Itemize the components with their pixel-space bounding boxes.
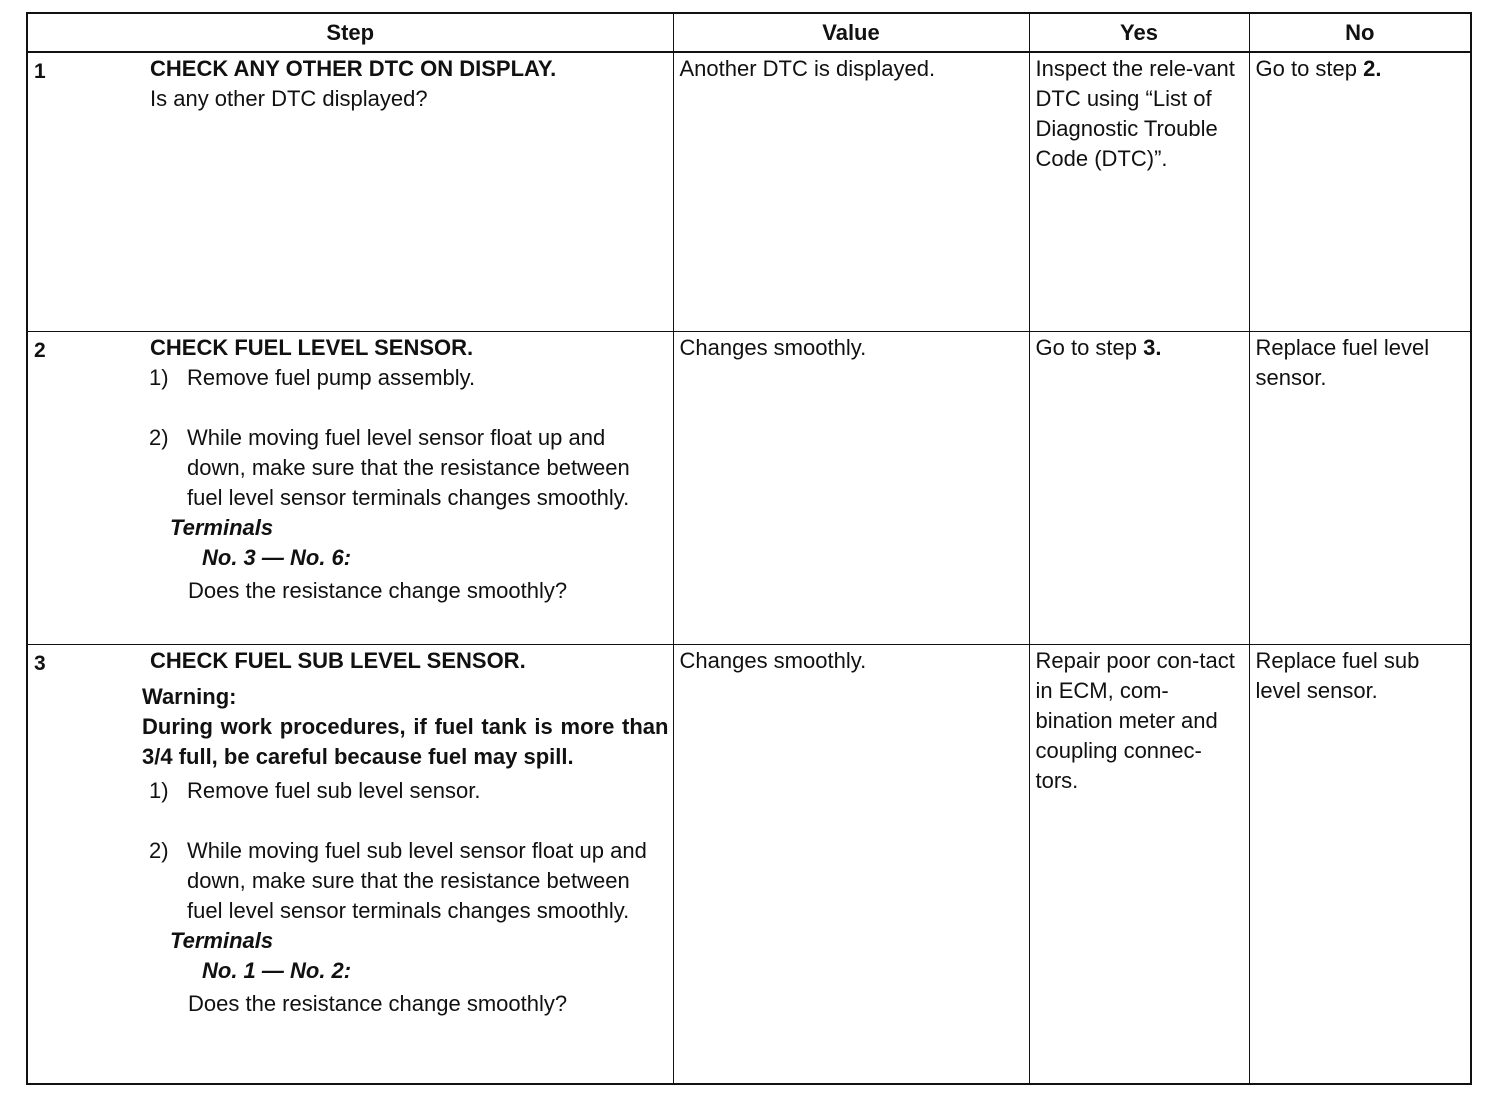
procedure-item bbox=[149, 363, 673, 393]
procedure-marker: 1) bbox=[149, 364, 169, 390]
step-number: 1 bbox=[34, 60, 46, 83]
step-body bbox=[150, 332, 673, 606]
terminals-label: Terminals bbox=[170, 514, 274, 540]
step-title: CHECK ANY OTHER DTC ON DISPLAY. bbox=[150, 56, 557, 81]
table-row bbox=[27, 331, 1471, 644]
header-no: No bbox=[1249, 13, 1471, 52]
table-row bbox=[27, 644, 1471, 1084]
procedure-text: Remove fuel sub level sensor. bbox=[187, 777, 481, 803]
warning-block bbox=[142, 682, 673, 772]
header-yes: Yes bbox=[1029, 13, 1249, 52]
warning-text: During work procedures, if fuel tank is more than 3/4 full, be careful because fuel may spill. bbox=[142, 713, 669, 769]
warning-label: Warning: bbox=[142, 683, 237, 709]
no-prefix: Go to step bbox=[1255, 56, 1364, 81]
procedure-text: While moving fuel level sensor float up and down, make sure that the resistance between fuel level sensor terminals changes smoothly. bbox=[187, 424, 630, 510]
step-title: CHECK FUEL LEVEL SENSOR. bbox=[150, 334, 474, 360]
no-cell bbox=[1249, 52, 1471, 331]
terminals-label: Terminals bbox=[170, 927, 274, 953]
terminals-value: No. 3 — No. 6: bbox=[202, 544, 352, 570]
table-header-row bbox=[27, 13, 1471, 52]
step-question: Does the resistance change smoothly? bbox=[188, 990, 568, 1016]
diagnostic-flow-table bbox=[26, 12, 1472, 1085]
step-cell bbox=[27, 644, 673, 1084]
table-row bbox=[27, 52, 1471, 331]
step-body bbox=[142, 645, 673, 1019]
header-step: Step bbox=[27, 13, 673, 52]
yes-cell: Repair poor con-tact in ECM, com-bination meter and coupling connec-tors. bbox=[1029, 644, 1249, 1084]
step-cell bbox=[27, 331, 673, 644]
step-question: Does the resistance change smoothly? bbox=[188, 577, 568, 603]
procedure-marker: 2) bbox=[149, 837, 169, 863]
step-number: 2 bbox=[34, 338, 46, 362]
value-cell: Changes smoothly. bbox=[673, 331, 1029, 644]
yes-cell: Inspect the rele-vant DTC using “List of Diagnostic Trouble Code (DTC)”. bbox=[1029, 52, 1249, 331]
procedure-item bbox=[149, 423, 673, 513]
procedure-item bbox=[149, 836, 673, 926]
no-cell: Replace fuel sub level sensor. bbox=[1249, 644, 1471, 1084]
step-question: Is any other DTC displayed? bbox=[150, 86, 428, 111]
step-number: 3 bbox=[34, 651, 46, 675]
yes-prefix: Go to step bbox=[1035, 334, 1144, 360]
step-title: CHECK FUEL SUB LEVEL SENSOR. bbox=[150, 647, 526, 673]
procedure-item bbox=[149, 776, 673, 806]
step-cell bbox=[27, 52, 673, 331]
procedure-text: Remove fuel pump assembly. bbox=[187, 364, 476, 390]
header-value: Value bbox=[673, 13, 1029, 52]
terminals-value: No. 1 — No. 2: bbox=[202, 957, 352, 983]
diagnostic-flow-table-page bbox=[26, 12, 1472, 1083]
value-cell: Another DTC is displayed. bbox=[673, 52, 1029, 331]
procedure-marker: 1) bbox=[149, 777, 169, 803]
yes-cell bbox=[1029, 331, 1249, 644]
no-step-ref: 2. bbox=[1363, 56, 1382, 81]
procedure-marker: 2) bbox=[149, 424, 169, 450]
yes-step-ref: 3. bbox=[1143, 334, 1162, 360]
value-cell: Changes smoothly. bbox=[673, 644, 1029, 1084]
step-body bbox=[150, 53, 673, 114]
procedure-text: While moving fuel sub level sensor float up and down, make sure that the resistance between fuel level sensor terminals changes smoothly. bbox=[187, 837, 647, 923]
no-cell: Replace fuel level sensor. bbox=[1249, 331, 1471, 644]
